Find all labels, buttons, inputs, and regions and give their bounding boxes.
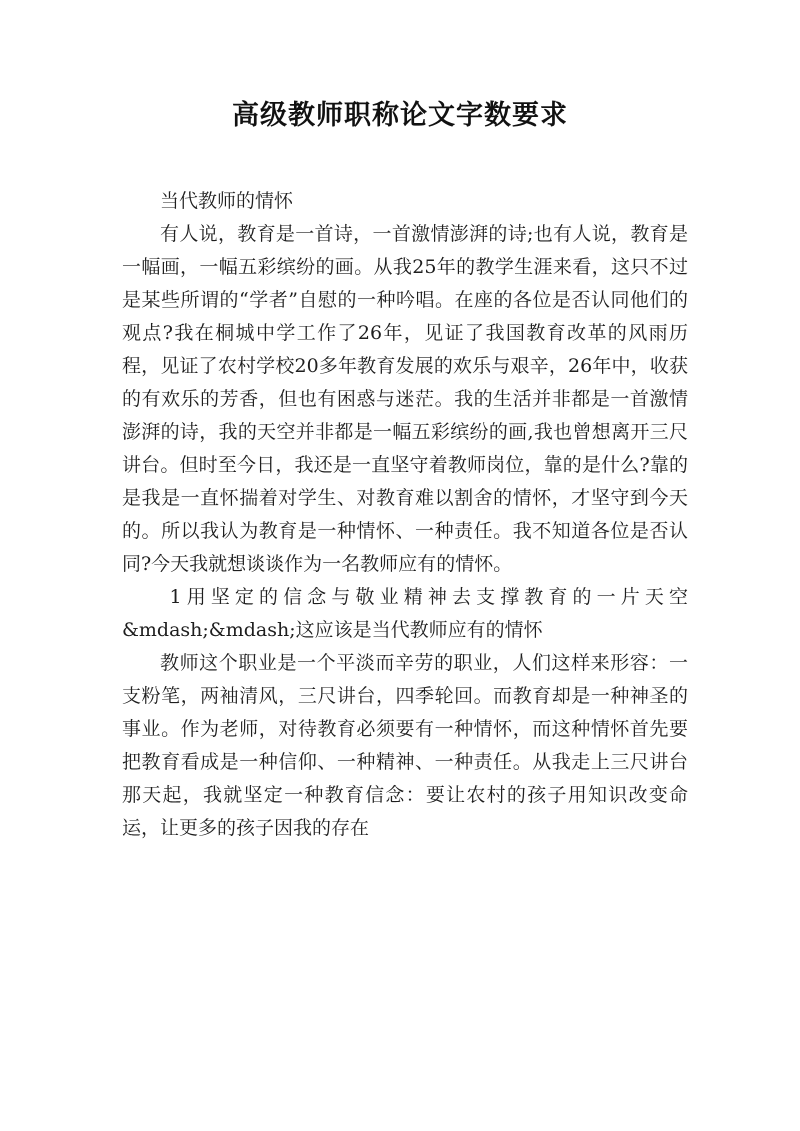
- document-body: [122, 185, 688, 845]
- subsection-heading: 1用坚定的信念与敬业精神去支撑教育的一片天空&mdash;&mdash;这应该是当代教师应有的情怀: [122, 586, 688, 641]
- section-heading: 当代教师的情怀: [160, 190, 294, 212]
- body-paragraph: 教师这个职业是一个平淡而辛劳的职业，人们这样来形容：一支粉笔，两袖清风，三尺讲台，四季轮回。而教育却是一种神圣的事业。作为老师，对待教育必须要有一种情怀，而这种情怀首先要把教育看成是一种信仰、一种精神、一种责任。从我走上三尺讲台那天起，我就坚定一种教育信念：要让农村的孩子用知识改变命运，让更多的孩子因我的存在: [122, 652, 688, 839]
- body-paragraph: 有人说，教育是一首诗，一首激情澎湃的诗;也有人说，教育是一幅画，一幅五彩缤纷的画。从我25年的教学生涯来看，这只不过是某些所谓的“学者”自慰的一种吟唱。在座的各位是否认同他们的观点?我在桐城中学工作了26年，见证了我国教育改革的风雨历程，见证了农村学校20多年教育发展的欢乐与艰辛，26年中，收获的有欢乐的芳香，但也有困惑与迷茫。我的生活并非都是一首激情澎湃的诗，我的天空并非都是一幅五彩缤纷的画,我也曾想离开三尺讲台。但时至今日，我还是一直坚守着教师岗位，靠的是什么?靠的是我是一直怀揣着对学生、对教育难以割舍的情怀，才坚守到今天的。所以我认为教育是一种情怀、一种责任。我不知道各位是否认同?今天我就想谈谈作为一名教师应有的情怀。: [122, 223, 688, 575]
- page-title: 高级教师职称论文字数要求: [232, 100, 568, 131]
